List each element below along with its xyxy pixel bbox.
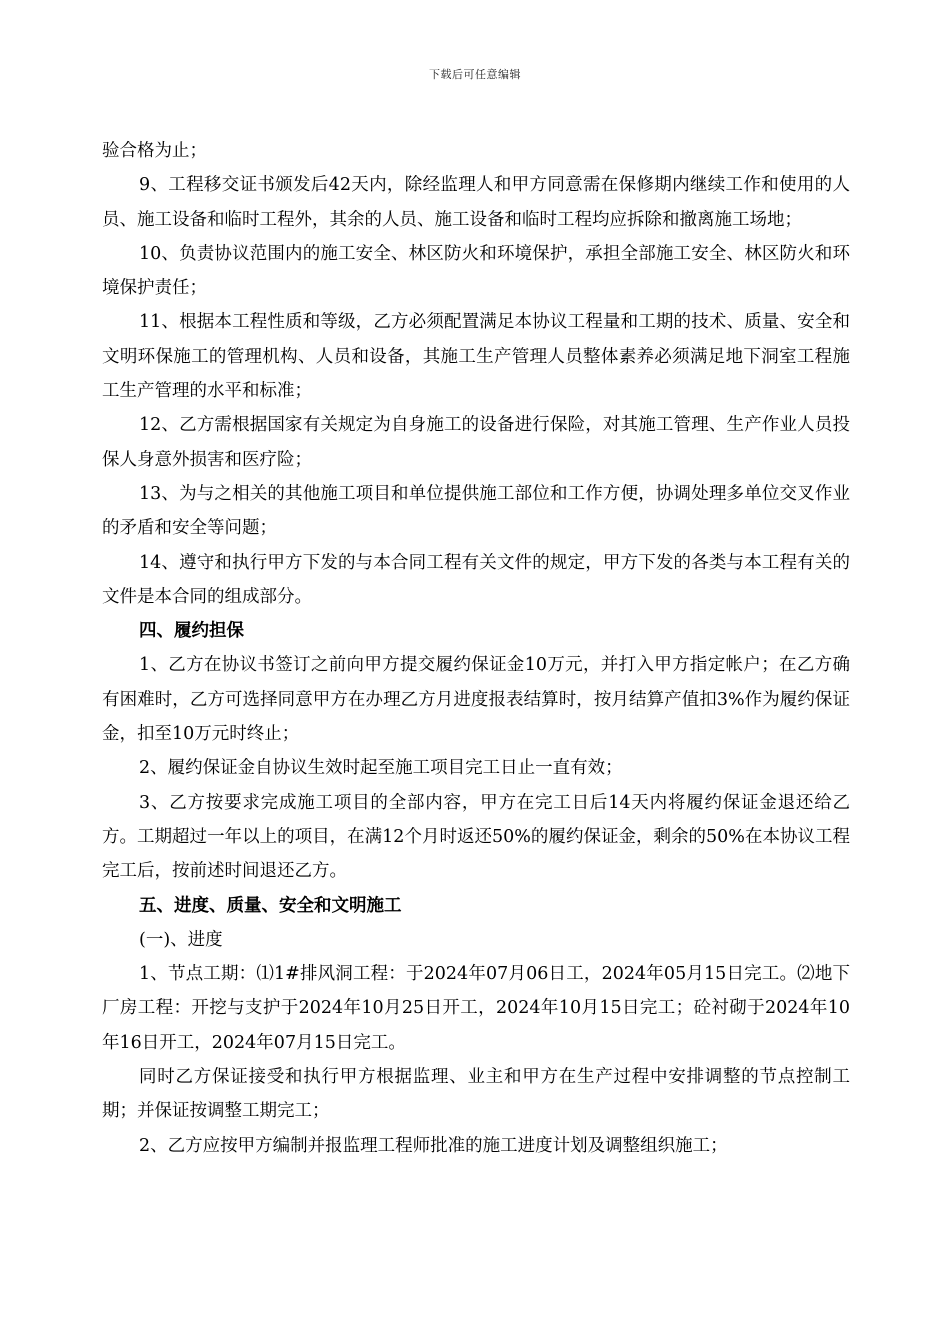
paragraph: 9、工程移交证书颁发后42天内，除经监理人和甲方同意需在保修期内继续工作和使用的人员、施工设备和临时工程外，其余的人员、施工设备和临时工程均应拆除和撤离施工场地； — [102, 175, 850, 230]
paragraph: 3、乙方按要求完成施工项目的全部内容，甲方在完工日后14天内将履约保证金退还给乙方。工期超过一年以上的项目，在满12个月时返还50%的履约保证金，剩余的50%在本协议工程完工后，按前述时间退还乙方。 — [102, 792, 850, 882]
header-note: 下载后可任意编辑 — [429, 68, 521, 81]
paragraph: 2、乙方应按甲方编制并报监理工程师批准的施工进度计划及调整组织施工； — [139, 1135, 728, 1156]
paragraph: 同时乙方保证接受和执行甲方根据监理、业主和甲方在生产过程中安排调整的节点控制工期；并保证按调整工期完工； — [102, 1067, 850, 1122]
paragraph: 2、履约保证金自协议生效时起至施工项目完工日止一直有效； — [139, 758, 623, 779]
paragraph: 10、负责协议范围内的施工安全、林区防火和环境保护，承担全部施工安全、林区防火和环境保护责任； — [102, 243, 850, 299]
paragraph: 1、乙方在协议书签订之前向甲方提交履约保证金10万元，并打入甲方指定帐户；在乙方确有困难时，乙方可选择同意甲方在办理乙方月进度报表结算时，按月结算产值扣3%作为履约保证金，扣至10万元时终止； — [102, 655, 850, 745]
section-heading: 五、进度、质量、安全和文明施工 — [139, 895, 402, 916]
document-body — [102, 134, 850, 1163]
paragraph: 12、乙方需根据国家有关规定为自身施工的设备进行保险，对其施工管理、生产作业人员投保人身意外损害和医疗险； — [102, 415, 850, 470]
subsection-heading: (一)、进度 — [139, 929, 223, 950]
section-heading: 四、履约担保 — [139, 621, 244, 642]
paragraph: 验合格为止； — [102, 141, 207, 161]
paragraph: 14、遵守和执行甲方下发的与本合同工程有关文件的规定，甲方下发的各类与本工程有关的文件是本合同的组成部分。 — [102, 552, 850, 607]
paragraph: 11、根据本工程性质和等级，乙方必须配置满足本协议工程量和工期的技术、质量、安全和文明环保施工的管理机构、人员和设备，其施工生产管理人员整体素养必须满足地下洞室工程施工生产管理的水平和标准； — [102, 312, 850, 402]
paragraph: 13、为与之相关的其他施工项目和单位提供施工部位和工作方便，协调处理多单位交叉作业的矛盾和安全等问题； — [102, 483, 850, 539]
paragraph: 1、节点工期：⑴1#排风洞工程：于2024年07月06日工，2024年05月15日完工。⑵地下厂房工程：开挖与支护于2024年10月25日开工，2024年10月15日完工；砼衬砌于2024年10年16日开工，2024年07月15日完工。 — [102, 964, 850, 1053]
